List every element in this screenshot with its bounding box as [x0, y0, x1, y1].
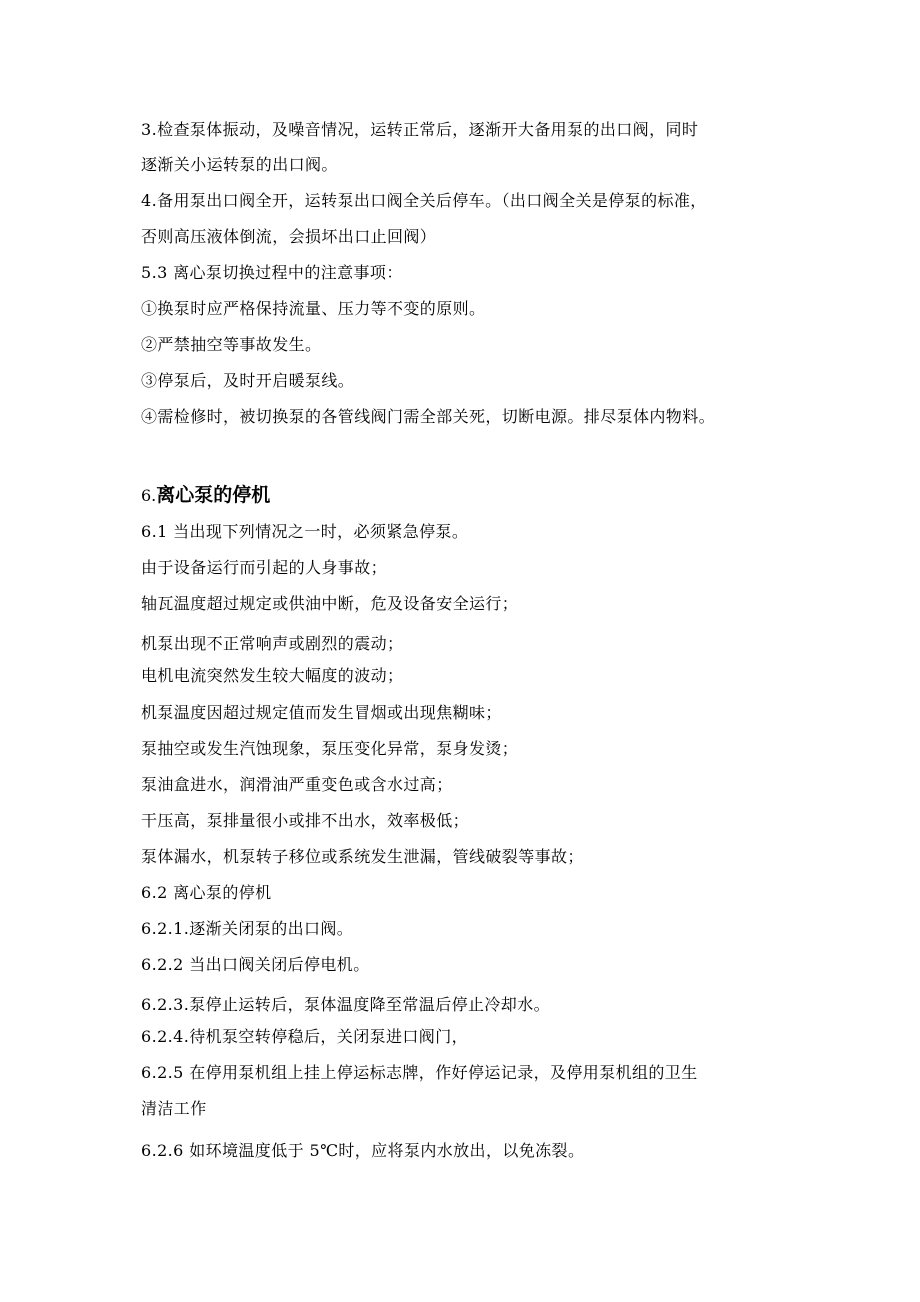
condition-item: 轴瓦温度超过规定或供油中断，危及设备安全运行； [141, 594, 519, 613]
stop-step-item: 6.2.3.泵停止运转后，泵体温度降至常温后停止冷却水。 [141, 995, 550, 1014]
note-item: ④需检修时，被切换泵的各管线阀门需全部关死，切断电源。排尽泵体内物料。 [141, 407, 716, 426]
subheading-6-1: 6.1 当出现下列情况之一时，必须紧急停泵。 [141, 522, 469, 541]
condition-item: 泵油盒进水，润滑油严重变色或含水过高； [141, 775, 453, 794]
step-3-line-2: 逐渐关小运转泵的出口阀。 [141, 155, 338, 174]
step-6-2-5-line-1: 6.2.5 在停用泵机组上挂上停运标志牌，作好停运记录，及停用泵机组的卫生 [141, 1063, 698, 1082]
condition-item: 由于设备运行而引起的人身事故； [141, 558, 388, 577]
condition-item: 干压高，泵排量很小或排不出水，效率极低； [141, 811, 470, 830]
step-6-2-5-line-2: 清洁工作 [141, 1099, 207, 1118]
condition-item: 电机电流突然发生较大幅度的波动； [141, 666, 404, 685]
subheading-6-2: 6.2 离心泵的停机 [141, 883, 272, 902]
stop-step-item: 6.2.4.待机泵空转停稳后，关闭泵进口阀门， [141, 1027, 468, 1046]
condition-item: 机泵温度因超过规定值而发生冒烟或出现焦糊味； [141, 703, 502, 722]
section-6-heading-text: 离心泵的停机 [156, 484, 271, 506]
section-6-heading-number: 6. [141, 486, 157, 505]
note-item: ①换泵时应严格保持流量、压力等不变的原则。 [141, 299, 486, 318]
step-4-line-2: 否则高压液体倒流，会损坏出口止回阀） [141, 227, 437, 246]
condition-item: 泵体漏水，机泵转子移位或系统发生泄漏，管线破裂等事故； [141, 847, 584, 866]
step-6-2-6: 6.2.6 如环境温度低于 5℃时，应将泵内水放出，以免冻裂。 [141, 1141, 585, 1160]
subheading-5-3: 5.3 离心泵切换过程中的注意事项： [141, 263, 403, 282]
step-3-line-1: 3.检查泵体振动，及噪音情况，运转正常后，逐渐开大备用泵的出口阀，同时 [141, 120, 699, 139]
condition-item: 泵抽空或发生汽蚀现象，泵压变化异常，泵身发烫； [141, 739, 519, 758]
section-6-heading [141, 484, 270, 507]
step-4-line-1: 4.备用泵出口阀全开，运转泵出口阀全关后停车。（出口阀全关是停泵的标准， [141, 191, 707, 210]
stop-step-item: 6.2.2 当出口阀关闭后停电机。 [141, 955, 370, 974]
stop-step-item: 6.2.1.逐渐关闭泵的出口阀。 [141, 919, 354, 938]
condition-item: 机泵出现不正常响声或剧烈的震动； [141, 634, 404, 653]
note-item: ③停泵后，及时开启暖泵线。 [141, 371, 355, 390]
note-item: ②严禁抽空等事故发生。 [141, 335, 322, 354]
